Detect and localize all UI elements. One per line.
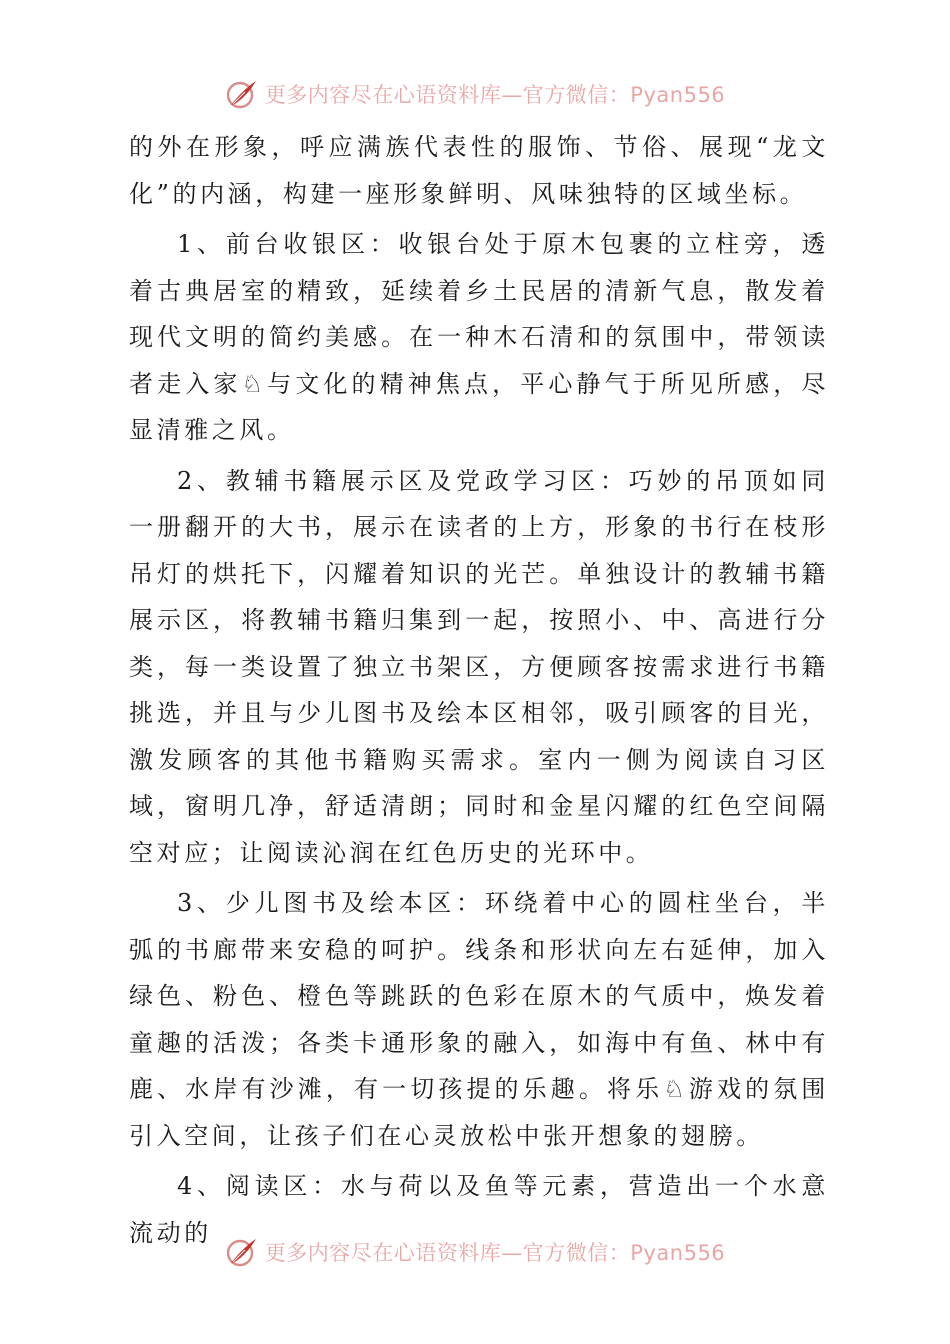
watermark-text: 更多内容尽在心语资料库—官方微信：Pyan556 [264,1241,726,1265]
header-watermark [0,72,950,116]
footer-watermark [0,1230,950,1274]
paragraph-continuation: 的外在形象，呼应满族代表性的服饰、节俗、展现“龙文化”的内涵，构建一座形象鲜明、风味独特的区域坐标。 [129,133,829,208]
quill-logo-icon [225,1235,259,1269]
quill-logo-icon [225,77,259,111]
watermark-text: 更多内容尽在心语资料库—官方微信：Pyan556 [264,83,726,107]
paragraph-front-desk: 1、前台收银区：收银台处于原木包裹的立柱旁，透着古典居室的精致，延续着乡土民居的清新气息，散发着现代文明的简约美感。在一种木石清和的氛围中，带领读者走入家♘与文化的精神焦点，平心静气于所见所感，尽显清雅之风。 [129,230,829,444]
paragraph-reading-area: 4、阅读区：水与荷以及鱼等元素，营造出一个水意流动的 [129,1172,829,1247]
paragraph-children-books: 3、少儿图书及绘本区：环绕着中心的圆柱坐台，半弧的书廊带来安稳的呵护。线条和形状向左右延伸，加入绿色、粉色、橙色等跳跃的色彩在原木的气质中，焕发着童趣的活泼；各类卡通形象的融入，如海中有鱼、林中有鹿、水岸有沙滩，有一切孩提的乐趣。将乐♘游戏的氛围引入空间，让孩子们在心灵放松中张开想象的翅膀。 [129,889,829,1150]
document-body [129,124,829,1256]
paragraph-tutoring-books: 2、教辅书籍展示区及党政学习区：巧妙的吊顶如同一册翻开的大书，展示在读者的上方，形象的书行在枝形吊灯的烘托下，闪耀着知识的光芒。单独设计的教辅书籍展示区，将教辅书籍归集到一起，按照小、中、高进行分类，每一类设置了独立书架区，方便顾客按需求进行书籍挑选，并且与少儿图书及绘本区相邻，吸引顾客的目光，激发顾客的其他书籍购买需求。室内一侧为阅读自习区域，窗明几净，舒适清朗；同时和金星闪耀的红色空间隔空对应；让阅读沁润在红色历史的光环中。 [129,466,829,867]
